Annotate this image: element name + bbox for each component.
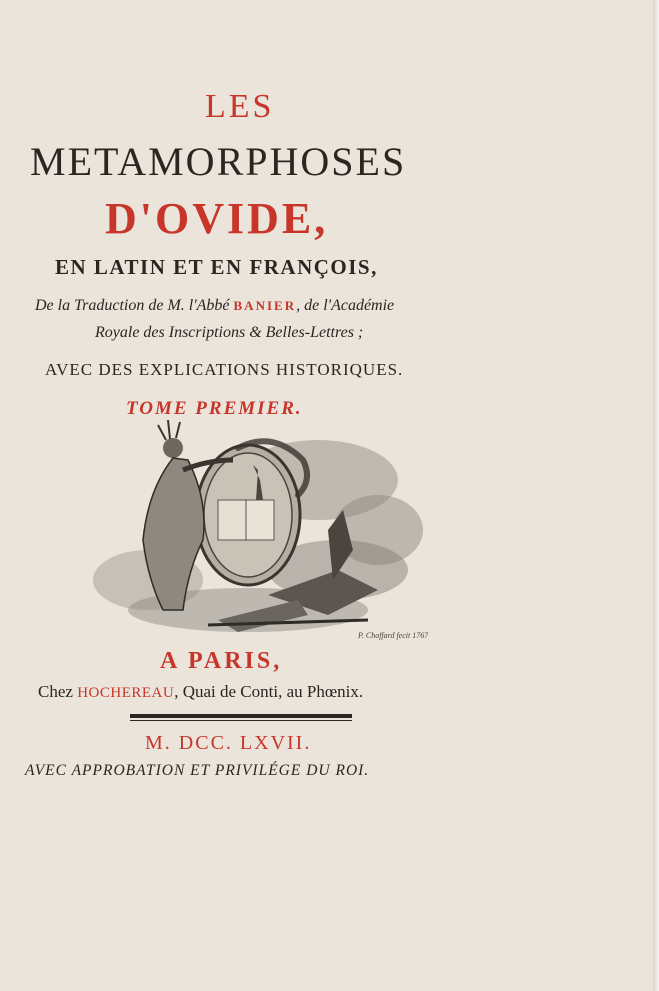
double-rule-thin	[130, 720, 352, 721]
publisher-suffix: , Quai de Conti, au Phœnix.	[174, 682, 364, 701]
translation-line-2: Royale des Inscriptions & Belles-Lettres ;	[95, 324, 364, 341]
engraved-vignette	[88, 420, 428, 650]
explications-line: AVEC DES EXPLICATIONS HISTORIQUES.	[45, 360, 404, 379]
page-edge	[653, 0, 659, 991]
vignette-signature: P. Choffard fecit 1767	[358, 631, 428, 640]
translator-name: BANIER	[233, 298, 297, 313]
imprint-city: A PARIS,	[160, 648, 283, 674]
vignette-medallion	[196, 445, 300, 585]
double-rule-thick	[130, 714, 352, 718]
title-metamorphoses: METAMORPHOSES	[30, 139, 407, 184]
translation-prefix: De la Traduction de M. l'Abbé	[35, 297, 234, 314]
volume-label: TOME PREMIER.	[126, 398, 303, 419]
publisher-name: HOCHEREAU	[77, 685, 175, 701]
imprint-year: M. DCC. LXVII.	[145, 732, 312, 754]
subtitle-languages: EN LATIN ET EN FRANÇOIS,	[55, 255, 378, 279]
title-les: LES	[205, 88, 275, 125]
translation-line-1	[35, 297, 455, 315]
translation-suffix: , de l'Académie	[296, 297, 395, 314]
imprint-publisher-line	[38, 682, 438, 702]
title-ovide: D'OVIDE,	[105, 194, 329, 243]
publisher-prefix: Chez	[38, 682, 78, 701]
imprint-privilege: AVEC APPROBATION ET PRIVILÉGE DU ROI.	[25, 762, 370, 779]
